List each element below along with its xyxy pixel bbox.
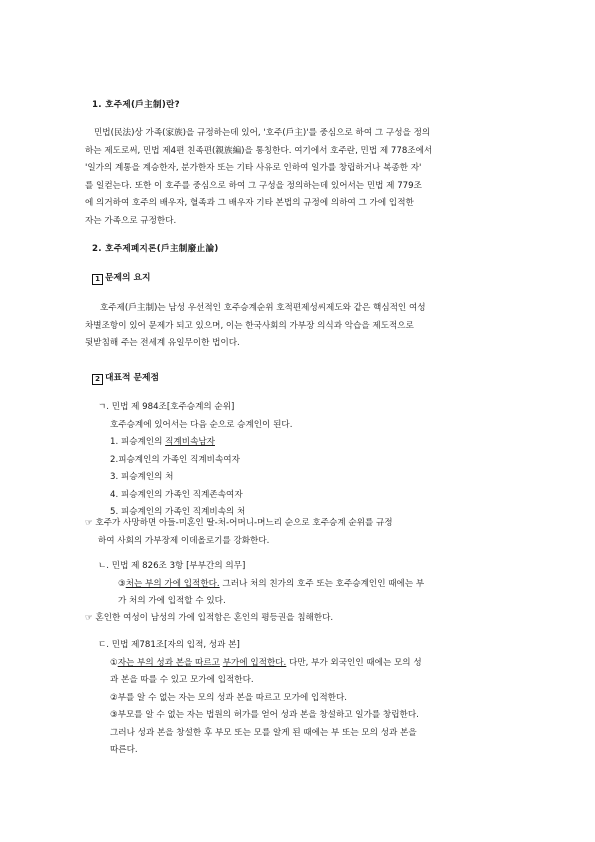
para-line: 하는 제도로써, 민법 제4편 친족편(親族編)을 통칭한다. 여기에서 호주란, 민법 제 778조에서 [85, 145, 433, 156]
item-b [96, 558, 424, 611]
succession-order-item: 1. 피승계인의 직계비속남자 [110, 437, 215, 447]
number-box: 2 [92, 374, 103, 385]
underlined-text: 직계비속남자 [165, 437, 215, 447]
para-line: 호주제(戶主制)는 남성 우선적인 호주승계순위 호적편제성씨제도와 같은 핵심적인 여성 [100, 303, 426, 313]
succession-order-item: 5. 피승계인의 가족인 직계비속의 처 [110, 507, 246, 517]
item-c-title: ㄷ. 민법 제781조[자의 입적, 성과 본] [98, 640, 240, 650]
item-b-line: 가 처의 가에 입적할 수 있다. [118, 596, 226, 606]
section2-paragraph [85, 300, 426, 353]
para-line: 차별조항이 있어 문제가 되고 있으며, 이는 한국사회의 가부장 의식과 악습을 제도적으로 [85, 320, 414, 331]
succession-order-item: 4. 피승계인의 가족인 직계존속여자 [110, 489, 243, 500]
subsection-problem-summary [92, 270, 151, 288]
number-box: 1 [92, 274, 103, 285]
section1-paragraph [85, 125, 432, 230]
item-c-line: 그러나 성과 본을 창설한 후 부모 또는 모를 알게 된 때에는 부 또는 모의 성과 본을 [110, 727, 417, 738]
para-line: 자는 가족으로 규정한다. [85, 215, 177, 226]
item-a-intro: 호주승계에 있어서는 다음 순으로 승계인이 된다. [110, 419, 293, 430]
para-line: 뒷받침해 주는 전세계 유일무이한 법이다. [85, 338, 240, 348]
item-c-line: 과 본을 따를 수 있고 모가에 입적한다. [110, 675, 254, 685]
para-line: 민법(民法)상 가족(家族)을 규정하는데 있어, '호주(戶主)'를 중심으로 하여 그 구성을 정의 [94, 128, 431, 138]
underlined-text: 부가에 입적한다. [222, 657, 287, 668]
item-a-title: ㄱ. 민법 제 984조[호주승계의 순위] [98, 402, 235, 412]
item-c-line: ①자는 부의 성과 본을 따르고 부가에 입적한다. 다만, 부가 외국인인 때에는 모의 성 [110, 657, 422, 668]
subsection-title: 문제의 요지 [105, 273, 151, 283]
item-c [96, 637, 422, 760]
succession-order-item: 2.피승계인의 가족인 직계비속여자 [110, 454, 240, 465]
item-c-line: 따른다. [110, 745, 138, 755]
item-a [96, 399, 292, 522]
para-line: '일가의 계통을 계승한자, 분가한자 또는 기타 사유로 인하여 일가를 창립하거나 복종한 자' [85, 163, 422, 173]
para-line: 를 일컫는다. 또한 이 호주를 중심으로 하여 그 구성을 정의하는데 있어서는 민법 제 779조 [85, 180, 422, 191]
item-c-line: ②부를 알 수 없는 자는 모의 성과 본을 따르고 모가에 입적한다. [110, 692, 347, 703]
succession-order-item: 3. 피승계인의 처 [110, 472, 174, 482]
item-b-title: ㄴ. 민법 제 826조 3항 [부부간의 의무] [98, 561, 246, 571]
subsection-title: 대표적 문제점 [105, 373, 160, 383]
underlined-text: 처는 부의 가에 입적한다. [125, 578, 220, 589]
note-line: 하여 사회의 가부장제 이데올로기를 강화한다. [98, 535, 270, 546]
item-b-note: ☞ 혼인한 여성이 남성의 가에 입적함은 혼인의 평등권을 침해한다. [85, 613, 334, 623]
item-a-note [85, 515, 393, 550]
para-line: 에 의거하여 호주의 배우자, 혈족과 그 배우자 기타 본법의 규정에 의하여 그 가에 입적한 [85, 198, 414, 208]
item-b-line: ③처는 부의 가에 입적한다. 그러나 처의 친가의 호주 또는 호주승계인인 때에는 부 [118, 578, 425, 589]
section2-heading: 2. 호주제폐지론(戶主制廢止論) [92, 244, 219, 254]
item-c-line: ③부모를 알 수 없는 자는 법원의 허가를 얻어 성과 본을 창설하고 일가를 창립한다. [110, 710, 419, 720]
subsection-representative-problems [92, 370, 159, 388]
underlined-text: 자는 부의 성과 본을 따르고 [117, 657, 220, 668]
section1-heading: 1. 호주제(戶主制)란? [92, 100, 180, 110]
note-line: ☞ 호주가 사망하면 아들-미혼인 딸-처-어머니-며느리 순으로 호주승계 순위를 규정 [85, 518, 393, 528]
